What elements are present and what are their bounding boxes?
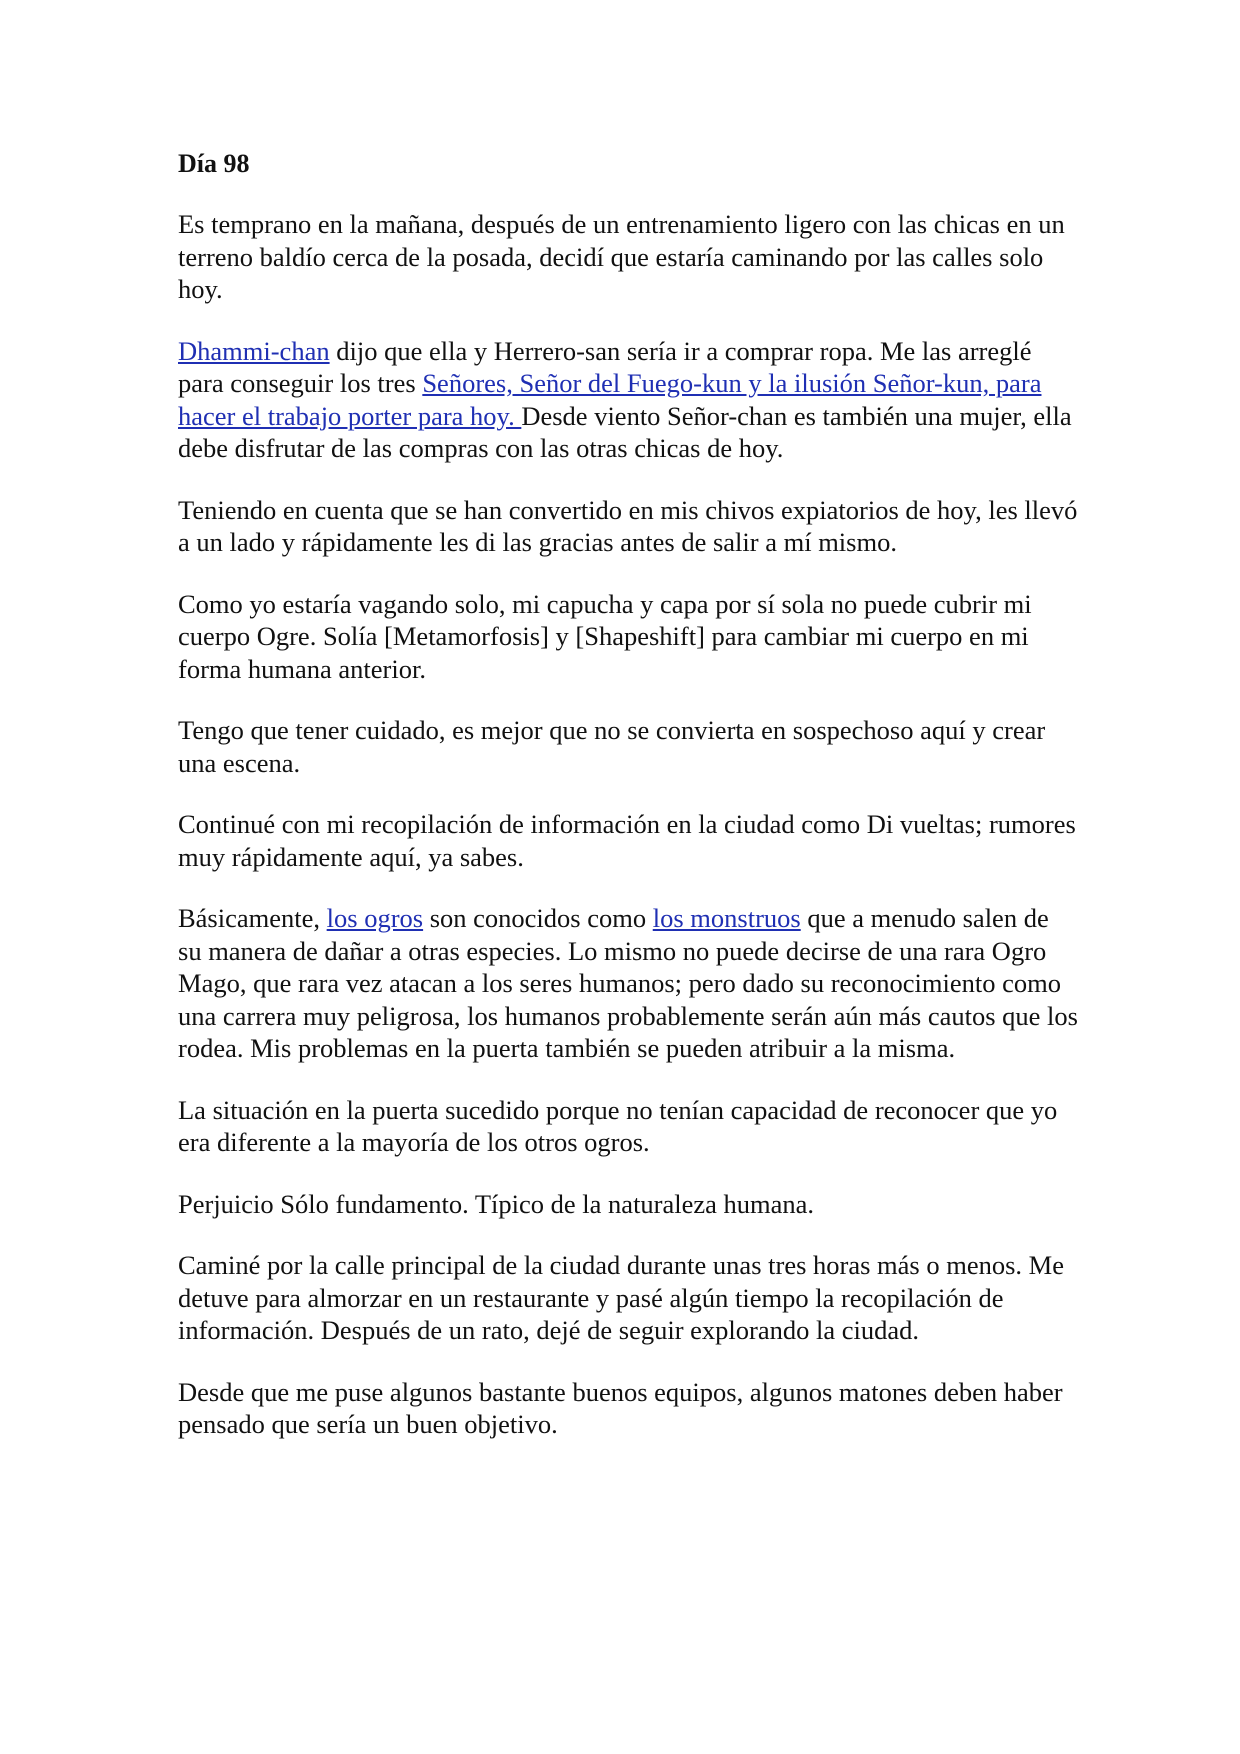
paragraph-9: Perjuicio Sólo fundamento. Típico de la naturaleza humana. (178, 1188, 815, 1219)
paragraph-4: Como yo estaría vagando solo, mi capucha y capa por sí sola no puede cubrir mi cuerpo Ogre. Solía [Metamorfosis] y [Shapeshift] para cambiar mi cuerpo en mi forma humana anterior. (178, 588, 1032, 684)
paragraph-2-text-a: dijo que ella y Herrero-san sería ir a comprar ropa. Me las arreglé para conseguir los tres (178, 335, 1032, 398)
link-los-ogros[interactable]: los ogros (326, 903, 424, 933)
paragraph-1: Es temprano en la mañana, después de un entrenamiento ligero con las chicas en un terreno baldío cerca de la posada, decidí que estaría caminando por las calles solo hoy. (178, 209, 1065, 304)
link-senores[interactable]: Señores, Señor del Fuego-kun y la ilusión Señor-kun, para hacer el trabajo porter para hoy. (178, 368, 1042, 431)
paragraph-11: Desde que me puse algunos bastante buenos equipos, algunos matones deben haber pensado que sería un buen objetivo. (178, 1376, 1063, 1439)
paragraph-10: Caminé por la calle principal de la ciudad durante unas tres horas más o menos. Me detuve para almorzar en un restaurante y pasé algún tiempo la recopilación de información. Después de un rato, dejé de seguir explorando la ciudad. (178, 1250, 1064, 1345)
chapter-title: Día 98 (178, 149, 250, 178)
link-dhammi-chan[interactable]: Dhammi-chan (178, 335, 330, 366)
document-body (178, 140, 1078, 1470)
paragraph-5: Tengo que tener cuidado, es mejor que no se convierta en sospechoso aquí y crear una escena. (178, 715, 1046, 778)
paragraph-3: Teniendo en cuenta que se han convertido en mis chivos expiatorios de hoy, les llevó a un lado y rápidamente les di las gracias antes de salir a mí mismo. (178, 494, 1078, 557)
link-los-monstruos[interactable]: los monstruos (652, 903, 801, 933)
paragraph-7-text-b: son conocidos como (423, 903, 653, 933)
paragraph-7 (178, 902, 1078, 1065)
paragraph-7-text-a: Básicamente, (178, 903, 327, 933)
paragraph-6: Continué con mi recopilación de información en la ciudad como Di vueltas; rumores muy rápidamente aquí, ya sabes. (178, 809, 1076, 872)
paragraph-7-text-c: que a menudo salen de su manera de dañar a otras especies. Lo mismo no puede decirse de una rara Ogro Mago, que rara vez atacan a los seres humanos; pero dado su reconocimiento como una carrera muy peligrosa, los humanos probablemente serán aún más cautos que los rodea. Mis problemas en la puerta también se pueden atribuir a la misma. (178, 903, 1078, 1063)
paragraph-2 (178, 335, 1078, 465)
paragraph-2-text-b: Desde viento Señor-chan es también una mujer, ella debe disfrutar de las compras con las otras chicas de hoy. (178, 400, 1072, 463)
paragraph-8: La situación en la puerta sucedido porque no tenían capacidad de reconocer que yo era diferente a la mayoría de los otros ogros. (178, 1094, 1058, 1157)
